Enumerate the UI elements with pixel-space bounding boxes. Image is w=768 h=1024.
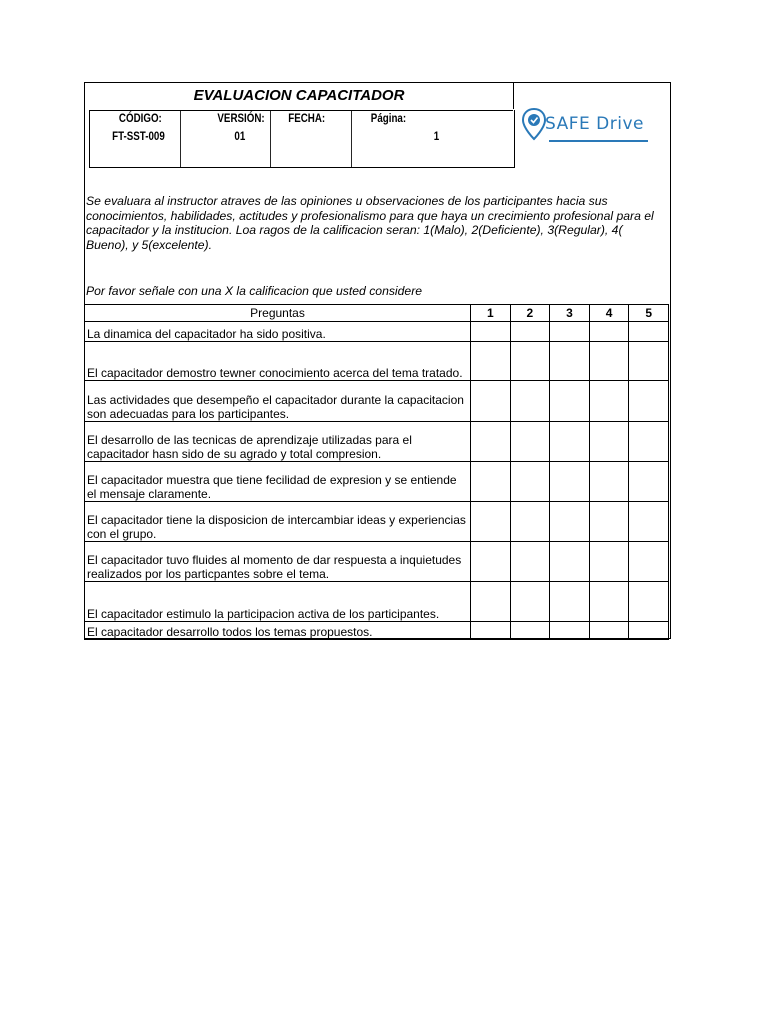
codigo-cell (90, 110, 181, 167)
logo-text: SAFE Drive (545, 114, 644, 134)
table-row (85, 422, 669, 462)
rating-cell-2[interactable] (510, 582, 550, 622)
rating-cell-5[interactable] (629, 322, 669, 342)
table-row (85, 622, 669, 640)
rating-cell-4[interactable] (589, 462, 629, 502)
intro-text (86, 194, 666, 252)
pagina-value: 1 (433, 131, 440, 143)
table-header-row (85, 305, 669, 322)
rating-cell-5[interactable] (629, 342, 669, 381)
question-text: El capacitador tiene la disposicion de intercambiar ideas y experiencias con el grupo. (85, 502, 471, 542)
rating-cell-2[interactable] (510, 381, 550, 422)
rating-cell-4[interactable] (589, 342, 629, 381)
rating-cell-2[interactable] (510, 322, 550, 342)
fecha-cell[interactable] (284, 110, 352, 167)
rating-cell-3[interactable] (550, 582, 590, 622)
evaluation-form (84, 82, 671, 639)
rating-cell-4[interactable] (589, 542, 629, 582)
rating-cell-3[interactable] (550, 542, 590, 582)
question-text: El capacitador muestra que tiene fecilidad de expresion y se entiende el mensaje claramente. (85, 462, 471, 502)
safe-drive-logo (521, 105, 651, 145)
table-row (85, 462, 669, 502)
rating-cell-5[interactable] (629, 422, 669, 462)
rating-cell-1[interactable] (471, 622, 511, 640)
scale-header-2: 2 (510, 305, 550, 322)
table-row (85, 582, 669, 622)
rating-cell-3[interactable] (550, 502, 590, 542)
rating-cell-1[interactable] (471, 422, 511, 462)
table-row (85, 342, 669, 381)
logo-underline (549, 140, 648, 142)
rating-cell-2[interactable] (510, 542, 550, 582)
scale-header-3: 3 (550, 305, 590, 322)
rating-cell-3[interactable] (550, 422, 590, 462)
scale-header-5: 5 (629, 305, 669, 322)
rating-cell-1[interactable] (471, 381, 511, 422)
table-row (85, 542, 669, 582)
rating-cell-1[interactable] (471, 582, 511, 622)
scale-header-1: 1 (471, 305, 511, 322)
codigo-label: CÓDIGO: (118, 113, 162, 125)
rating-cell-1[interactable] (471, 322, 511, 342)
rating-cell-1[interactable] (471, 462, 511, 502)
scale-header-4: 4 (589, 305, 629, 322)
rating-cell-4[interactable] (589, 422, 629, 462)
rating-cell-5[interactable] (629, 582, 669, 622)
intro-paragraph: Se evaluara al instructor atraves de las opiniones u observaciones de los participantes hacia sus conocimientos, habilidades, actitudes y profesionalismo para que haya un crecimiento profesional para el capacitador y la institucion. Loa ragos de la calificacion seran: 1(Malo), 2(Deficiente), 3(Regular), 4( Bueno), y 5(excelente). (86, 194, 654, 252)
rating-cell-1[interactable] (471, 342, 511, 381)
question-text: El capacitador tuvo fluides al momento de dar respuesta a inquietudes realizados por los particpantes sobre el tema. (85, 542, 471, 582)
pagina-cell (364, 110, 492, 167)
rating-cell-5[interactable] (629, 462, 669, 502)
questions-table (84, 304, 669, 640)
rating-cell-5[interactable] (629, 542, 669, 582)
table-row (85, 381, 669, 422)
rating-cell-5[interactable] (629, 622, 669, 640)
rating-cell-1[interactable] (471, 542, 511, 582)
question-text: El capacitador demostro tewner conocimiento acerca del tema tratado. (85, 342, 471, 381)
rating-cell-3[interactable] (550, 342, 590, 381)
questions-header: Preguntas (85, 305, 471, 322)
pagina-label: Página: (370, 113, 407, 125)
rating-cell-4[interactable] (589, 322, 629, 342)
rating-cell-3[interactable] (550, 462, 590, 502)
question-text: La dinamica del capacitador ha sido positiva. (85, 322, 471, 342)
version-cell (197, 110, 271, 167)
location-pin-check-icon (521, 107, 547, 143)
rating-cell-2[interactable] (510, 462, 550, 502)
question-text: El capacitador desarrollo todos los temas propuestos. (85, 622, 471, 640)
rating-cell-5[interactable] (629, 502, 669, 542)
rating-cell-4[interactable] (589, 622, 629, 640)
instruction-text: Por favor señale con una X la calificacion que usted considere (86, 284, 423, 298)
rating-cell-5[interactable] (629, 381, 669, 422)
table-row (85, 322, 669, 342)
rating-cell-3[interactable] (550, 381, 590, 422)
rating-cell-2[interactable] (510, 422, 550, 462)
question-text: El capacitador estimulo la participacion activa de los participantes. (85, 582, 471, 622)
codigo-value: FT-SST-009 (112, 131, 165, 143)
rating-cell-3[interactable] (550, 622, 590, 640)
question-text: Las actividades que desempeño el capacitador durante la capacitacion son adecuadas para los participantes. (85, 381, 471, 422)
rating-cell-2[interactable] (510, 502, 550, 542)
rating-cell-4[interactable] (589, 582, 629, 622)
table-row (85, 502, 669, 542)
rating-cell-2[interactable] (510, 342, 550, 381)
document-control-header (89, 110, 515, 168)
rating-cell-2[interactable] (510, 622, 550, 640)
form-title: EVALUACION CAPACITADOR (193, 87, 405, 104)
logo-divider (513, 83, 514, 109)
rating-cell-4[interactable] (589, 381, 629, 422)
version-value: 01 (234, 131, 246, 143)
rating-cell-1[interactable] (471, 502, 511, 542)
question-text: El desarrollo de las tecnicas de aprendizaje utilizadas para el capacitador hasn sido de su agrado y total compresion. (85, 422, 471, 462)
rating-cell-3[interactable] (550, 322, 590, 342)
rating-cell-4[interactable] (589, 502, 629, 542)
fecha-label: FECHA: (288, 113, 326, 125)
version-label: VERSIÓN: (217, 113, 265, 125)
